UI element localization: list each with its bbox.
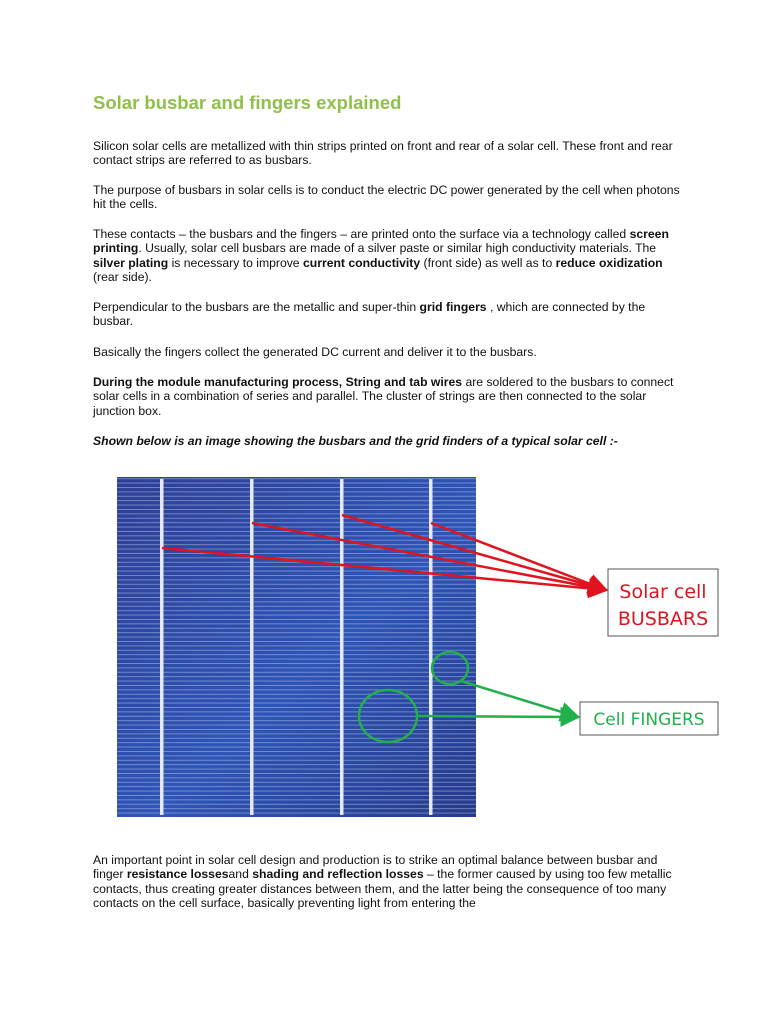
text-run: . Usually, solar cell busbars are made of a silver paste or similar high conductivity materials. The [138, 241, 657, 256]
page-title: Solar busbar and fingers explained [93, 92, 402, 113]
busbar-3 [340, 479, 344, 815]
paragraph-contacts [93, 227, 683, 284]
cell-fingers-grid [117, 477, 476, 817]
term-grid-fingers: grid fingers [419, 300, 487, 314]
busbar-2 [250, 479, 254, 815]
figure-caption: Shown below is an image showing the busbars and the grid finders of a typical solar cell :- [93, 434, 618, 448]
term-screen-printing: screen printing [93, 227, 669, 256]
text-run: – the former caused by using too few metallic contacts, thus creating greater distances between them, and the latter being the consequence of too many contacts on the cell surface, basically preventing light from entering the [93, 867, 672, 910]
paragraph-grid-fingers [93, 300, 683, 329]
text-run: Perpendicular to the busbars are the metallic and super-thin [93, 300, 420, 314]
term-current-conductivity: current conductivity [302, 255, 421, 270]
busbar-1 [160, 479, 164, 815]
term-resistance-losses: resistance losses [126, 867, 229, 882]
fingers-label: Cell FINGERS [593, 710, 705, 730]
paragraph-intro: Silicon solar cells are metallized with thin strips printed on front and rear of a solar cell. These front and rear contact strips are referred to as busbars. [93, 139, 673, 168]
busbars-label-line1: Solar cell [619, 581, 707, 603]
paragraph-purpose: The purpose of busbars in solar cells is to conduct the electric DC power generated by the cell when photons hit the cells. [93, 183, 680, 212]
text-run: An important point in solar cell design and production is to strike an optimal balance between busbar and finger [93, 853, 658, 882]
text-run: These contacts – the busbars and the fingers – are printed onto the surface via a technology called [93, 227, 630, 241]
paragraph-design-balance [93, 853, 683, 910]
text-run: are soldered to the busbars to connect solar cells in a combination of series and parallel. The cluster of strings are then connected to the solar junction box. [93, 375, 674, 418]
text-run: (front side) as well as to [420, 255, 556, 270]
term-shading-reflection-losses: shading and reflection losses [252, 867, 424, 882]
paragraph-module-manufacturing [93, 375, 683, 418]
solar-cell-diagram [90, 465, 730, 825]
finger-arrow-1 [461, 681, 578, 717]
text-run: (rear side). [93, 269, 152, 284]
busbar-4 [429, 479, 433, 815]
solar-cell-figure [90, 465, 730, 825]
text-run: is necessary to improve [168, 255, 303, 270]
term-string-tab-wires: During the module manufacturing process, String and tab wires [93, 375, 463, 389]
finger-arrow-2 [417, 716, 578, 717]
text-run: , which are connected by the busbar. [93, 300, 646, 329]
paragraph-fingers-collect: Basically the fingers collect the generated DC current and deliver it to the busbars. [93, 345, 537, 359]
term-silver-plating: silver plating [93, 255, 169, 270]
text-run: and [228, 867, 253, 882]
busbars-label-line2: BUSBARS [617, 608, 709, 630]
term-reduce-oxidization: reduce oxidization [555, 255, 663, 270]
